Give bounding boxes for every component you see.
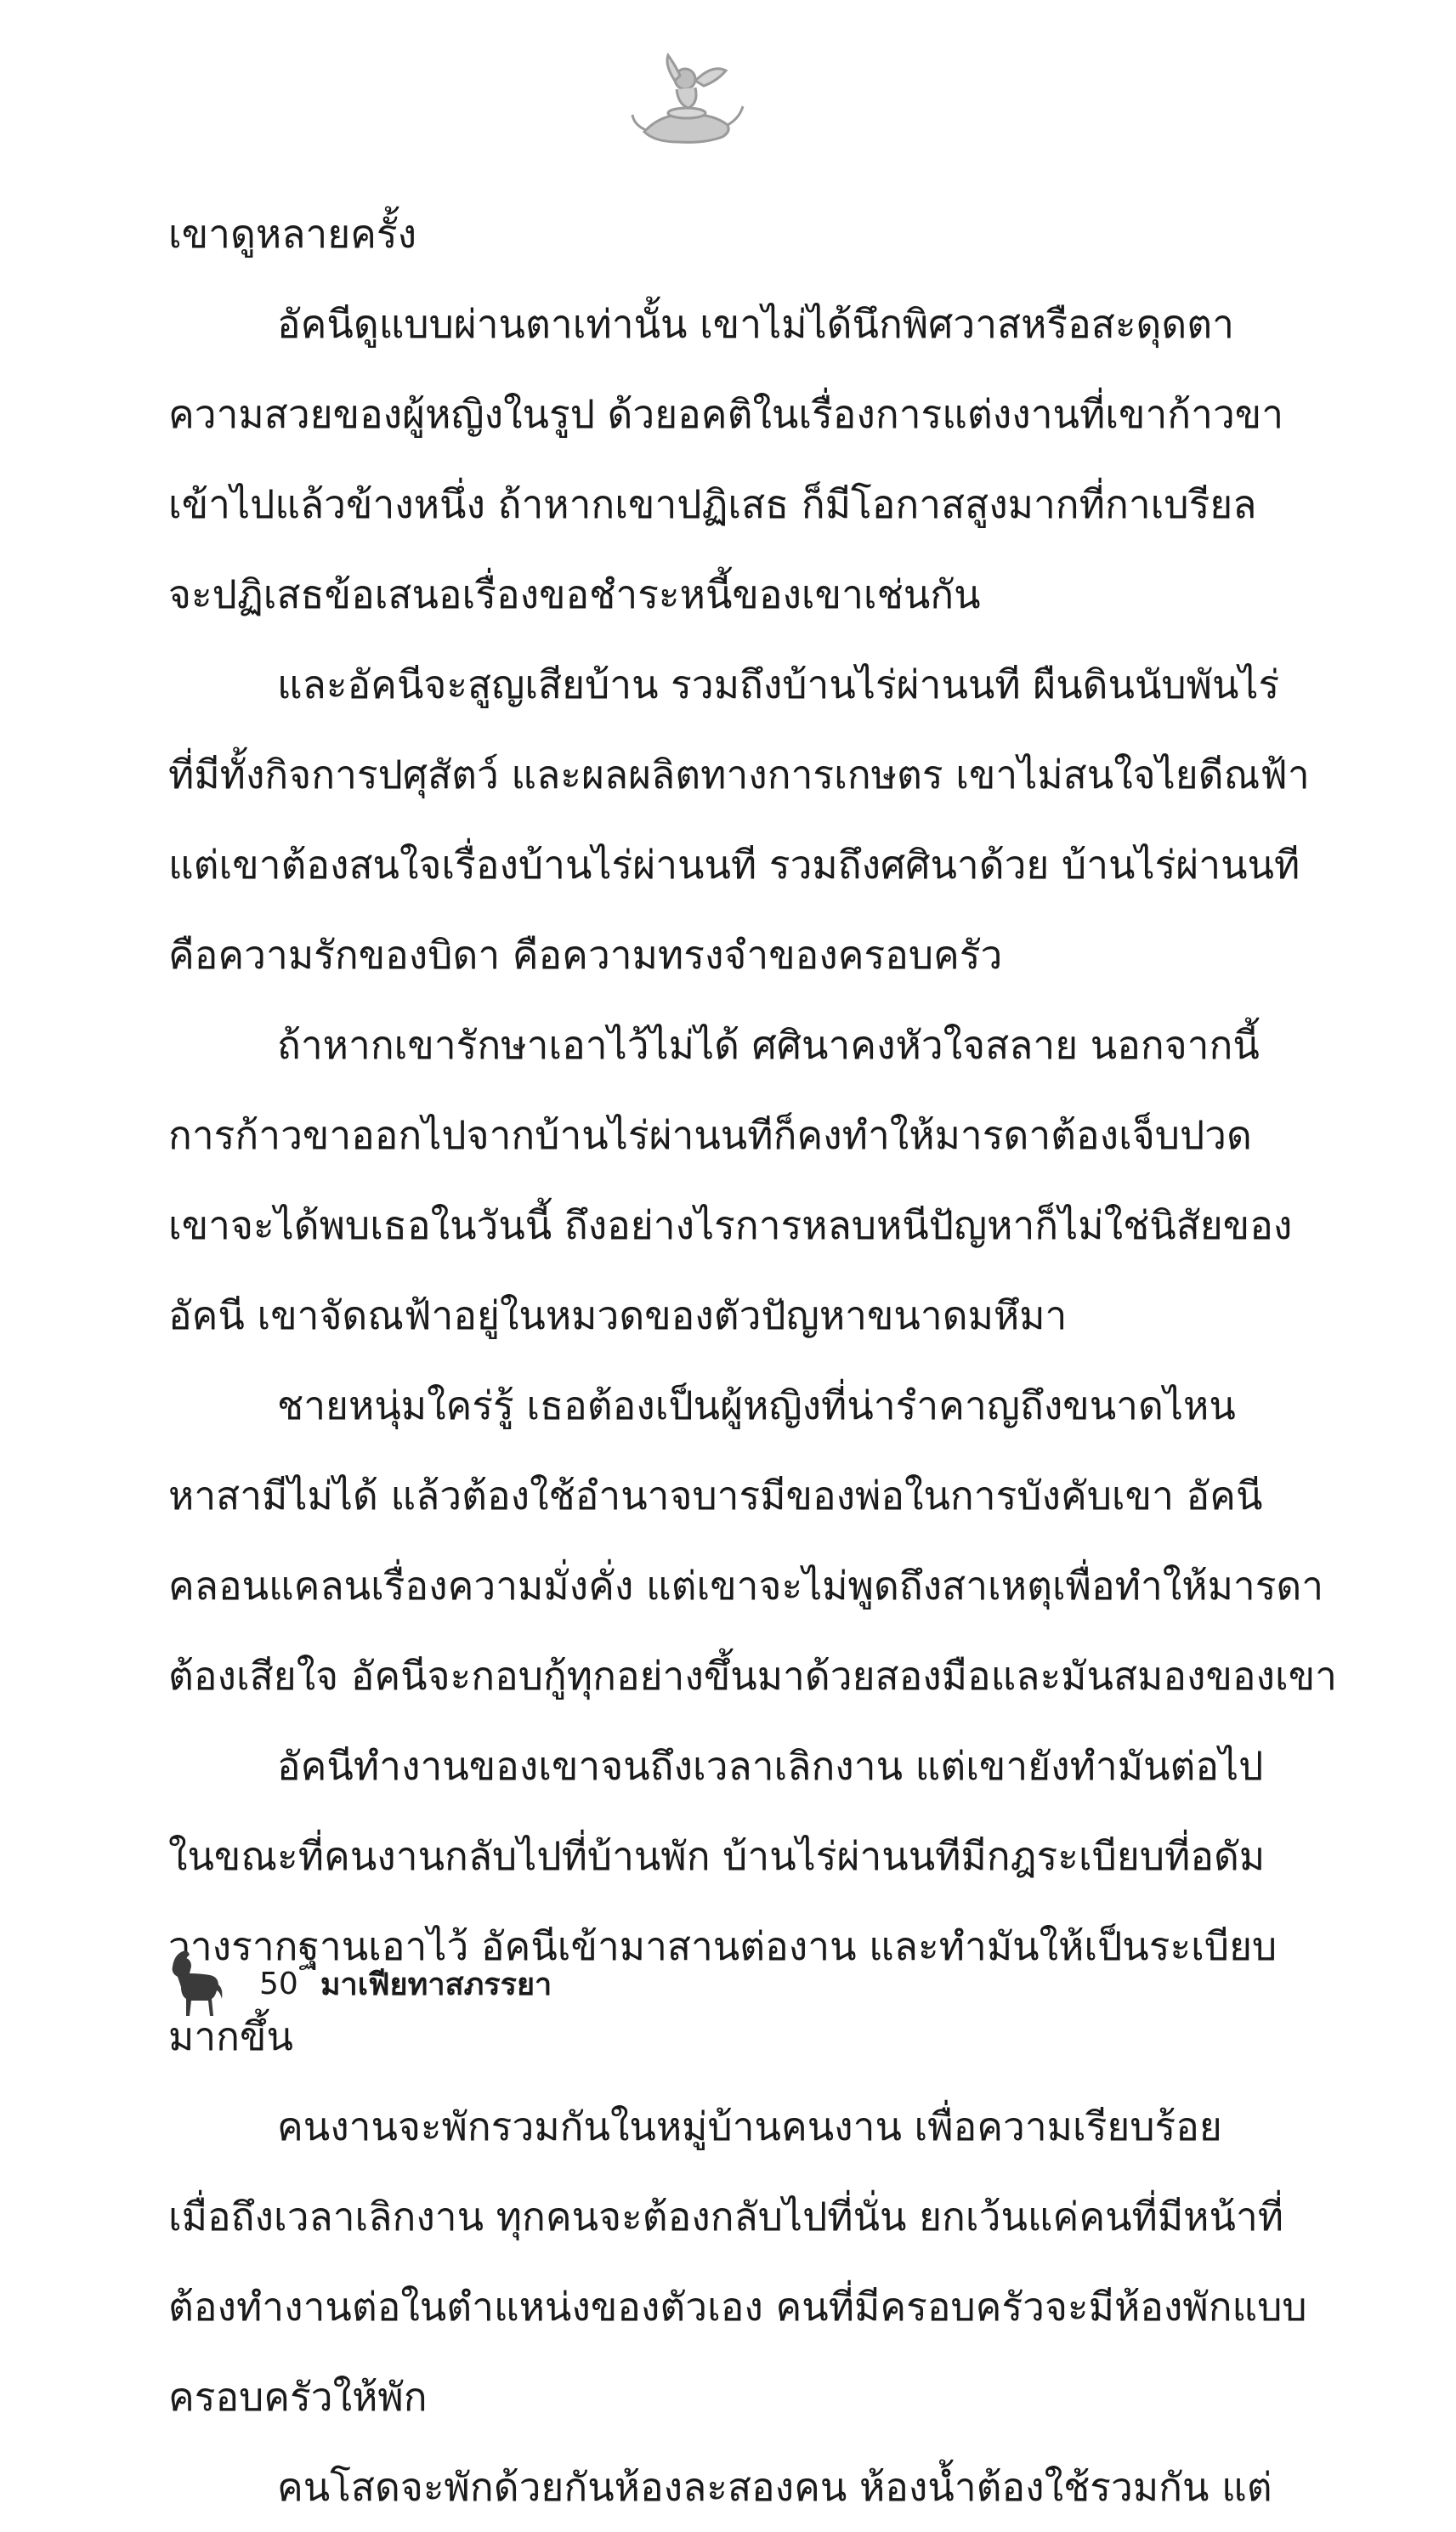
text-line: คนงานจะพักรวมกันในหมู่บ้านคนงาน เพื่อความเรียบร้อย <box>277 2103 1222 2149</box>
cherub-teapot-ornament-icon <box>627 47 746 149</box>
text-line: ชายหนุ่มใคร่รู้ เธอต้องเป็นผู้หญิงที่น่ารำคาญถึงขนาดไหน <box>277 1382 1236 1428</box>
text-line: ต้องเสียใจ อัคนีจะกอบกู้ทุกอย่างขึ้นมาด้วยสองมือและมันสมองของเขา <box>168 1653 1337 1699</box>
text-line: แต่เขาต้องสนใจเรื่องบ้านไร่ผ่านนที รวมถึงศศินาด้วย บ้านไร่ผ่านนที <box>168 842 1300 888</box>
horse-icon <box>166 1948 225 2020</box>
text-line: ถ้าหากเขารักษาเอาไว้ไม่ได้ ศศินาคงหัวใจสลาย นอกจากนี้ <box>277 1022 1260 1068</box>
text-line: เขาดูหลายครั้ง <box>168 211 417 257</box>
text-line: ต้องทำงานต่อในตำแหน่งของตัวเอง คนที่มีครอบครัวจะมีห้องพักแบบ <box>168 2284 1307 2330</box>
text-line: วางรากฐานเอาไว้ อัคนีเข้ามาสานต่องาน และทำมันให้เป็นระเบียบ <box>168 1923 1278 1969</box>
page-footer <box>166 1945 552 2022</box>
text-line: อัคนี เขาจัดณฟ้าอยู่ในหมวดของตัวปัญหาขนาดมหึมา <box>168 1292 1068 1338</box>
text-line: ในขณะที่คนงานกลับไปที่บ้านพัก บ้านไร่ผ่านนทีมีกฎระเบียบที่อดัม <box>168 1833 1266 1879</box>
text-line: เขาจะได้พบเธอในวันนี้ ถึงอย่างไรการหลบหนีปัญหาก็ไม่ใช่นิสัยของ <box>168 1202 1293 1248</box>
book-title: มาเฟียทาสภรรยา <box>320 1967 552 2002</box>
text-line: มากขึ้น <box>168 2013 293 2059</box>
text-line: เมื่อถึงเวลาเลิกงาน ทุกคนจะต้องกลับไปที่นั่น ยกเว้นแค่คนที่มีหน้าที่ <box>168 2194 1284 2240</box>
text-line: ที่มีทั้งกิจการปศุสัตว์ และผลผลิตทางการเกษตร เขาไม่สนใจไยดีณฟ้า <box>168 752 1310 798</box>
text-line: คือความรักของบิดา คือความทรงจำของครอบครัว <box>168 932 1003 978</box>
text-line: หาสามีไม่ได้ แล้วต้องใช้อำนาจบารมีของพ่อในการบังคับเขา อัคนี <box>168 1473 1263 1519</box>
text-line: คนโสดจะพักด้วยกันห้องละสองคน ห้องน้ำต้องใช้รวมกัน แต่ <box>277 2464 1272 2510</box>
text-line: เข้าไปแล้วข้างหนึ่ง ถ้าหากเขาปฏิเสธ ก็มีโอกาสสูงมากที่กาเบรียล <box>168 481 1257 527</box>
text-line: การก้าวขาออกไปจากบ้านไร่ผ่านนทีก็คงทำให้มารดาต้องเจ็บปวด <box>168 1112 1252 1158</box>
text-line: และอัคนีจะสูญเสียบ้าน รวมถึงบ้านไร่ผ่านนที ผืนดินนับพันไร่ <box>277 661 1280 707</box>
text-line: คลอนแคลนเรื่องความมั่งคั่ง แต่เขาจะไม่พูดถึงสาเหตุเพื่อทำให้มารดา <box>168 1563 1324 1609</box>
text-line: ครอบครัวให้พัก <box>168 2374 428 2420</box>
text-line: อัคนีดูแบบผ่านตาเท่านั้น เขาไม่ได้นึกพิศวาสหรือสะดุดตา <box>277 301 1234 347</box>
text-line: จะปฏิเสธข้อเสนอเรื่องขอชำระหนี้ของเขาเช่นกัน <box>168 571 981 617</box>
text-line: ความสวยของผู้หญิงในรูป ด้วยอคติในเรื่องการแต่งงานที่เขาก้าวขา <box>168 391 1284 437</box>
page-number: 50 <box>259 1966 298 2001</box>
body-text <box>168 189 1337 2532</box>
text-line: อัคนีทำงานของเขาจนถึงเวลาเลิกงาน แต่เขายังทำมันต่อไป <box>277 1743 1264 1789</box>
